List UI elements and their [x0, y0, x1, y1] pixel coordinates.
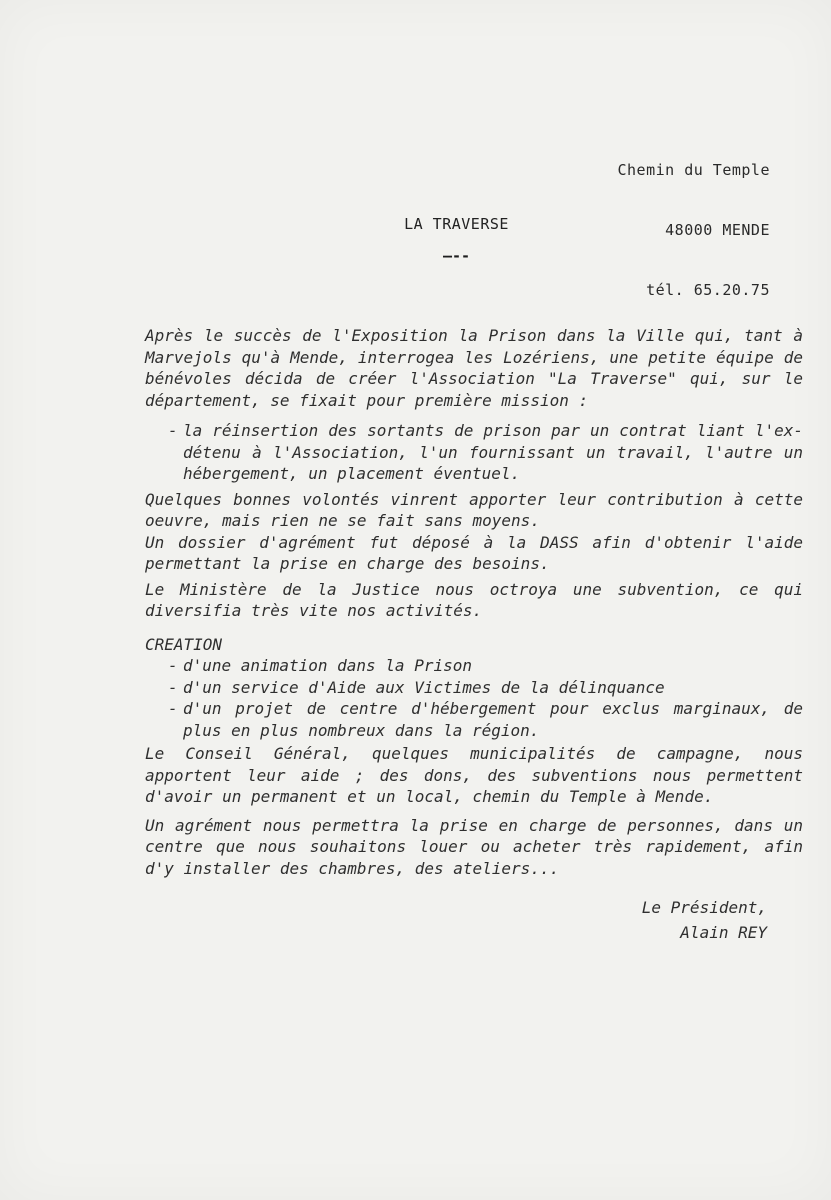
paragraph-conseil-general: Le Conseil Général, quelques municipalités de campagne, nous apportent leur aide ; des dons, des subventions nous permettent d'avoir un permanent et un local, chemin du Temple à Mende. [145, 744, 803, 806]
mission-list [145, 420, 803, 485]
list-item-text: d'un service d'Aide aux Victimes de la délinquance [183, 677, 665, 697]
list-item [145, 655, 803, 677]
address-line-phone: tél. 65.20.75 [646, 281, 770, 299]
address-line-city: 48000 MENDE [665, 221, 770, 239]
paragraph-volunteers: Quelques bonnes volontés vinrent apporter leur contribution à cette oeuvre, mais rien ne se fait sans moyens. [145, 489, 803, 530]
letter-body [145, 325, 803, 879]
list-item-text: d'une animation dans la Prison [183, 656, 472, 675]
list-item-text: d'un projet de centre d'hébergement pour exclus marginaux, de plus en plus nombreux dans la région. [183, 699, 803, 740]
address-line-street: Chemin du Temple [617, 161, 770, 179]
bullet-dash: - [168, 656, 178, 675]
signature-block [642, 895, 767, 945]
signature-name: Alain REY [680, 923, 767, 942]
bullet-dash: - [168, 699, 178, 718]
bullet-dash: - [168, 677, 178, 697]
list-item [145, 677, 803, 699]
paragraph-agrement: Un agrément nous permettra la prise en charge de personnes, dans un centre que nous souhaitons louer ou acheter très rapidement, afin d'y installer des chambres, des ateliers... [145, 815, 803, 878]
title-divider: —-- [442, 247, 471, 265]
paragraph-intro: Après le succès de l'Exposition la Prison dans la Ville qui, tant à Marvejols qu'à Mende, interrogea les Lozériens, une petite équipe de bénévoles décida de créer l'Association "La Traverse" qui, sur le département, se fixait pour première mission : [145, 326, 803, 410]
paragraph-ministere: Le Ministère de la Justice nous octroya une subvention, ce qui diversifia très vite nos activités. [145, 579, 803, 620]
document-title: LA TRAVERSE [404, 215, 509, 233]
creation-heading: CREATION [145, 634, 223, 654]
signature-role: Le Président, [641, 898, 767, 917]
list-item [145, 698, 803, 741]
paragraph-dass: Un dossier d'agrément fut déposé à la DASS afin d'obtenir l'aide permettant la prise en charge des besoins. [145, 532, 803, 573]
list-item-text: la réinsertion des sortants de prison par un contrat liant l'ex-détenu à l'Association, l'un fournissant un travail, l'autre un hébergement, un placement éventuel. [183, 421, 803, 483]
list-item [145, 420, 803, 485]
creation-list [145, 655, 803, 741]
bullet-dash: - [168, 421, 178, 440]
